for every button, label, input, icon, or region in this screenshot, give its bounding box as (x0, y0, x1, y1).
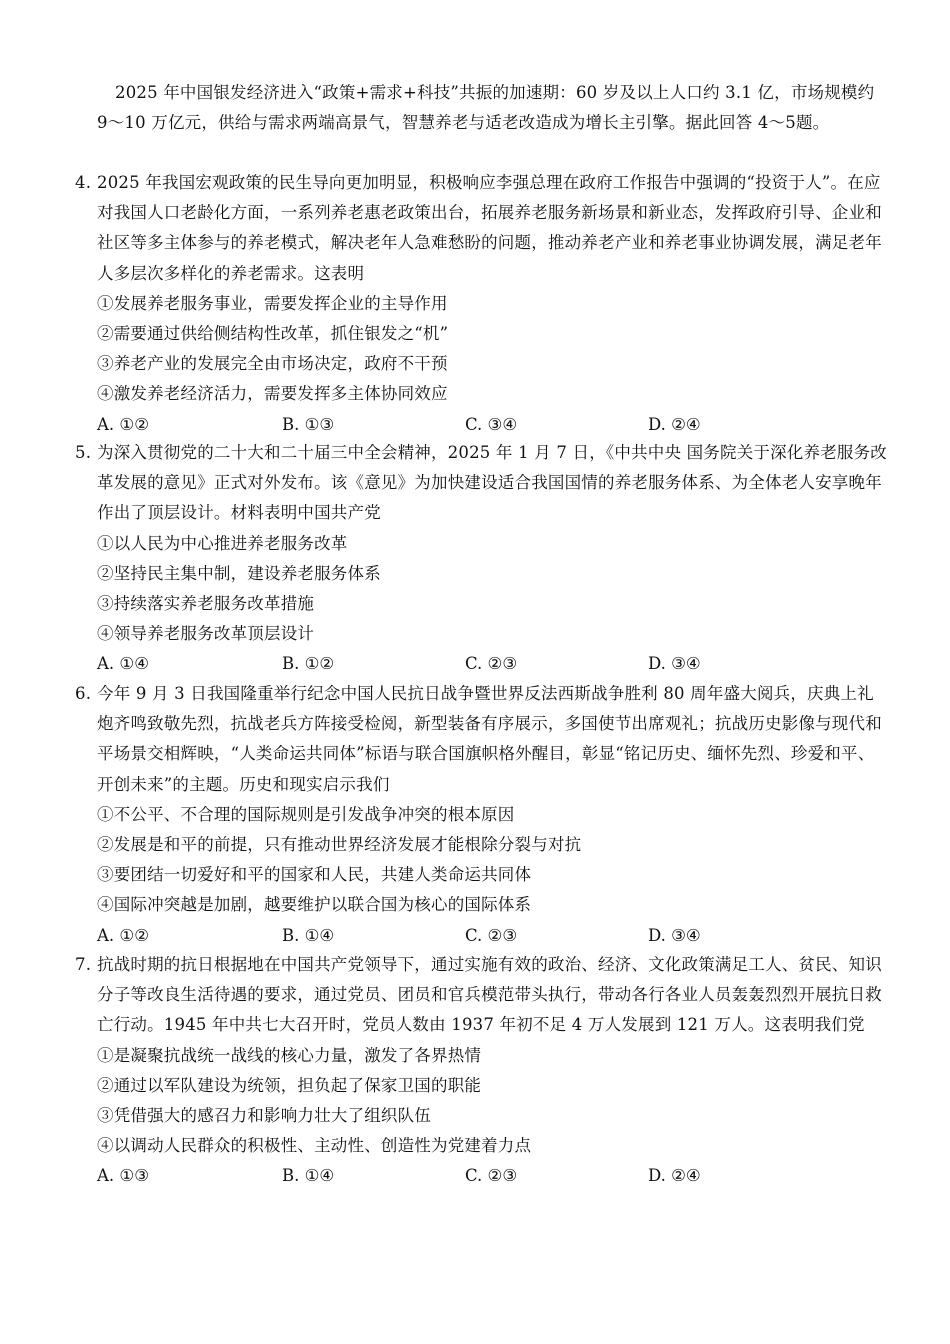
choice-b[interactable]: B. ①② (282, 654, 335, 674)
statement-2: ②发展是和平的前提，只有推动世界经济发展才能根除分裂与对抗 (97, 835, 582, 855)
choice-d[interactable]: D. ②④ (648, 414, 701, 434)
statement-3: ③持续落实养老服务改革措施 (97, 594, 315, 614)
choice-d[interactable]: D. ③④ (648, 925, 701, 945)
choice-a[interactable]: A. ①④ (97, 654, 149, 674)
statement-1: ①是凝聚抗战统一战线的核心力量，激发了各界热情 (97, 1045, 482, 1065)
question-number: 6. (75, 684, 92, 703)
statement-2: ②需要通过供给侧结构性改革，抓住银发之“机” (97, 324, 449, 344)
question-text: 为深入贯彻党的二十大和二十届三中全会精神，2025 年 1 月 7 日，《中共中央 国务院关于深化养老服务改革发展的意见》正式对外发布。该《意见》为加快建设适合我国国情的养老服务体系、为全体老人安享晚年作出了顶层设计。材料表明中国共产党 (97, 443, 888, 523)
choice-c[interactable]: C. ③④ (465, 414, 518, 434)
choice-b[interactable]: B. ①④ (282, 925, 335, 945)
question-number: 7. (75, 955, 92, 974)
question-7 (75, 950, 890, 1191)
choice-a[interactable]: A. ①② (97, 414, 149, 434)
statement-3: ③凭借强大的感召力和影响力壮大了组织队伍 (97, 1106, 431, 1126)
statement-1: ①发展养老服务事业，需要发挥企业的主导作用 (97, 293, 448, 313)
question-4 (75, 168, 890, 440)
choice-b[interactable]: B. ①④ (282, 1166, 335, 1186)
question-number: 5. (75, 443, 92, 462)
statement-4: ④领导养老服务改革顶层设计 (97, 624, 315, 644)
choice-c[interactable]: C. ②③ (465, 654, 518, 674)
statement-4: ④以调动人民群众的积极性、主动性、创造性为党建着力点 (97, 1136, 532, 1156)
statement-4: ④激发养老经济活力，需要发挥多主体协同效应 (97, 384, 448, 404)
choice-c[interactable]: C. ②③ (465, 925, 518, 945)
statement-4: ④国际冲突越是加剧，越要维护以联合国为核心的国际体系 (97, 895, 532, 915)
question-stem (75, 679, 890, 800)
choice-a[interactable]: A. ①③ (97, 1166, 149, 1186)
question-number: 4. (75, 173, 92, 192)
answer-choices (75, 410, 890, 440)
choice-b[interactable]: B. ①③ (282, 414, 335, 434)
choice-d[interactable]: D. ③④ (648, 654, 701, 674)
answer-choices (75, 921, 890, 951)
question-text: 2025 年我国宏观政策的民生导向更加明显，积极响应李强总理在政府工作报告中强调的“投资于人”。在应对我国人口老龄化方面，一系列养老惠老政策出台，拓展养老服务新场景和新业态，发挥政府引导、企业和社区等多主体参与的养老模式，解决老年人急难愁盼的问题，推动养老产业和养老事业协调发展，满足老年人多层次多样化的养老需求。这表明 (97, 173, 882, 283)
question-6 (75, 679, 890, 951)
question-text: 今年 9 月 3 日我国隆重举行纪念中国人民抗日战争暨世界反法西斯战争胜利 80 周年盛大阅兵，庆典上礼炮齐鸣致敬先烈，抗战老兵方阵接受检阅，新型装备有序展示，多国使节出席观礼；抗战历史影像与现代和平场景交相辉映，“人类命运共同体”标语与联合国旗帜格外醒目，彰显“铭记历史、缅怀先烈、珍爱和平、开创未来”的主题。历史和现实启示我们 (97, 684, 882, 794)
question-stem (75, 438, 890, 529)
statement-3: ③养老产业的发展完全由市场决定，政府不干预 (97, 354, 448, 374)
choice-d[interactable]: D. ②④ (648, 1166, 701, 1186)
question-5 (75, 438, 890, 679)
choice-a[interactable]: A. ①② (97, 925, 149, 945)
question-stem (75, 168, 890, 289)
answer-choices (75, 649, 890, 679)
statement-2: ②通过以军队建设为统领，担负起了保家卫国的职能 (97, 1075, 482, 1095)
question-text: 抗战时期的抗日根据地在中国共产党领导下，通过实施有效的政治、经济、文化政策满足工人、贫民、知识分子等改良生活待遇的要求，通过党员、团员和官兵模范带头执行，带动各行各业人员轰轰烈烈开展抗日救亡行动。1945 年中共七大召开时，党员人数由 1937 年初不足 4 万人发展到 121 万人。这表明我们党 (97, 955, 882, 1035)
choice-c[interactable]: C. ②③ (465, 1166, 518, 1186)
statement-2: ②坚持民主集中制，建设养老服务体系 (97, 563, 381, 583)
statement-3: ③要团结一切爱好和平的国家和人民，共建人类命运共同体 (97, 865, 532, 885)
statement-1: ①不公平、不合理的国际规则是引发战争冲突的根本原因 (97, 804, 515, 824)
question-stem (75, 950, 890, 1041)
intro-paragraph: 2025 年中国银发经济进入“政策+需求+科技”共振的加速期：60 岁及以上人口约 3.1 亿，市场规模约 9～10 万亿元，供给与需求两端高景气，智慧养老与适老改造成为增长主引擎。据此回答 4～5题。 (97, 83, 875, 132)
answer-choices (75, 1161, 890, 1191)
statement-1: ①以人民为中心推进养老服务改革 (97, 533, 348, 553)
